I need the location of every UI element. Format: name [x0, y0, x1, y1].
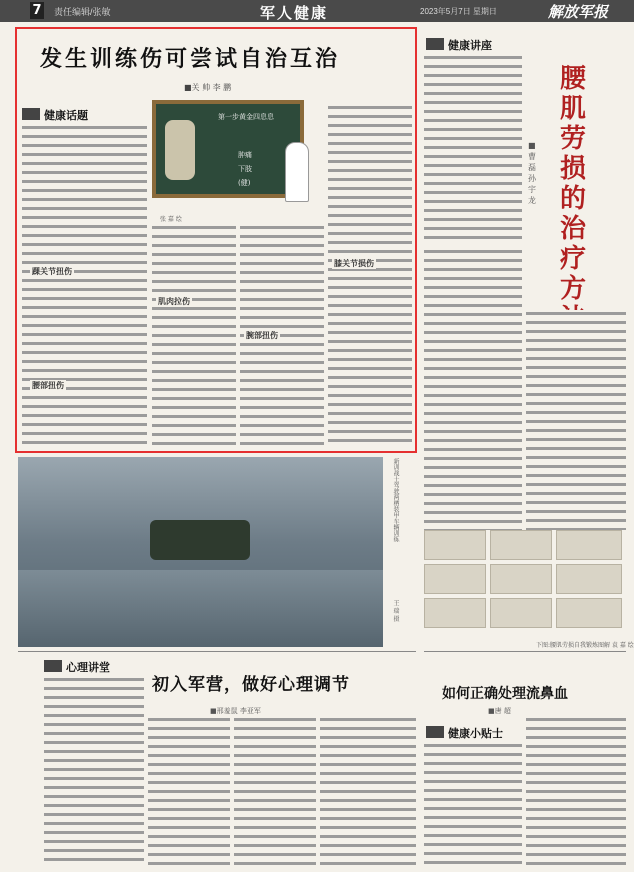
exercise-figure — [556, 530, 622, 560]
newspaper-logo: 解放军报 — [548, 3, 609, 21]
figure-caption: 下图:腰肌劳损自我锻炼图解 袁 嘉 绘 — [536, 642, 634, 649]
issue-date: 2023年5月7日 星期日 — [420, 7, 497, 16]
right-article-title: 腰肌劳损的治疗方 — [560, 64, 587, 304]
doctor-figure — [285, 142, 309, 202]
article-text-block — [424, 54, 522, 244]
article-text-block — [526, 310, 626, 530]
keyword: 腰部扭伤 — [32, 381, 64, 390]
exercise-figure — [556, 564, 622, 594]
chalkboard-item: (健) — [238, 179, 251, 187]
section-icon — [44, 660, 62, 672]
exercise-figure — [490, 598, 552, 628]
chalkboard-item: 下肢 — [238, 165, 252, 173]
article-text-block — [152, 224, 236, 446]
keyword: 膝关节损伤 — [334, 259, 374, 268]
page-title: 军人健康 — [260, 4, 329, 22]
amphibious-vehicle — [150, 520, 250, 560]
illustration-credit: 张 嘉 绘 — [160, 216, 182, 223]
keyword: 腕部扭伤 — [246, 331, 278, 340]
article-text-block — [148, 716, 230, 866]
section-label: 健康小贴士 — [448, 727, 503, 740]
exercise-figure — [490, 530, 552, 560]
keyword: 肌肉拉伤 — [158, 297, 190, 306]
article-text-block — [44, 676, 144, 866]
divider — [424, 651, 626, 652]
page-number: 7 — [30, 2, 44, 19]
article-text-block — [22, 268, 147, 448]
photo-caption: 新训战士驾驶两栖装甲车辆训练 — [392, 458, 399, 542]
section-icon — [426, 726, 444, 738]
article-text-block — [320, 716, 416, 866]
main-article-byline: ■关 帅 李 鹏 — [184, 83, 232, 92]
article-text-block — [526, 716, 626, 866]
chalkboard-item: 肿痛 — [238, 151, 252, 159]
section-label: 健康讲座 — [448, 39, 492, 52]
chalkboard-title: 第一步黄金四息息 — [218, 113, 274, 121]
exercise-figure — [424, 530, 486, 560]
exercise-figure — [556, 598, 622, 628]
exercise-figure — [424, 564, 486, 594]
main-article-title: 发生训练伤可尝试自治互治 — [40, 46, 341, 72]
right-article-byline: ■曹 磊 孙宇龙 — [528, 141, 536, 205]
exercise-figure — [424, 598, 486, 628]
article-text-block — [424, 742, 522, 866]
column-editors: 责任编辑/张敏 — [54, 7, 111, 17]
photo-water — [18, 570, 383, 647]
section-icon — [22, 108, 40, 120]
section-label: 心理讲堂 — [66, 661, 110, 674]
article-text-block — [22, 124, 147, 264]
article-text-block — [424, 248, 522, 530]
photo-credit: 王 瑞 摄 — [392, 600, 399, 622]
exercise-figure — [490, 564, 552, 594]
leg-drawing — [165, 120, 195, 180]
bottom-left-title: 初入军营，做好心理调节 — [152, 675, 350, 695]
section-icon — [426, 38, 444, 50]
section-label: 健康话题 — [44, 109, 88, 122]
keyword: 踝关节扭伤 — [32, 267, 72, 276]
article-text-block — [234, 716, 316, 866]
divider — [18, 651, 416, 652]
article-text-block — [328, 104, 412, 446]
bottom-right-byline: ■唐 超 — [488, 707, 511, 715]
bottom-left-byline: ■邢羞鼠 李亚军 — [210, 707, 261, 715]
bottom-right-title: 如何正确处理流鼻血 — [442, 686, 568, 702]
